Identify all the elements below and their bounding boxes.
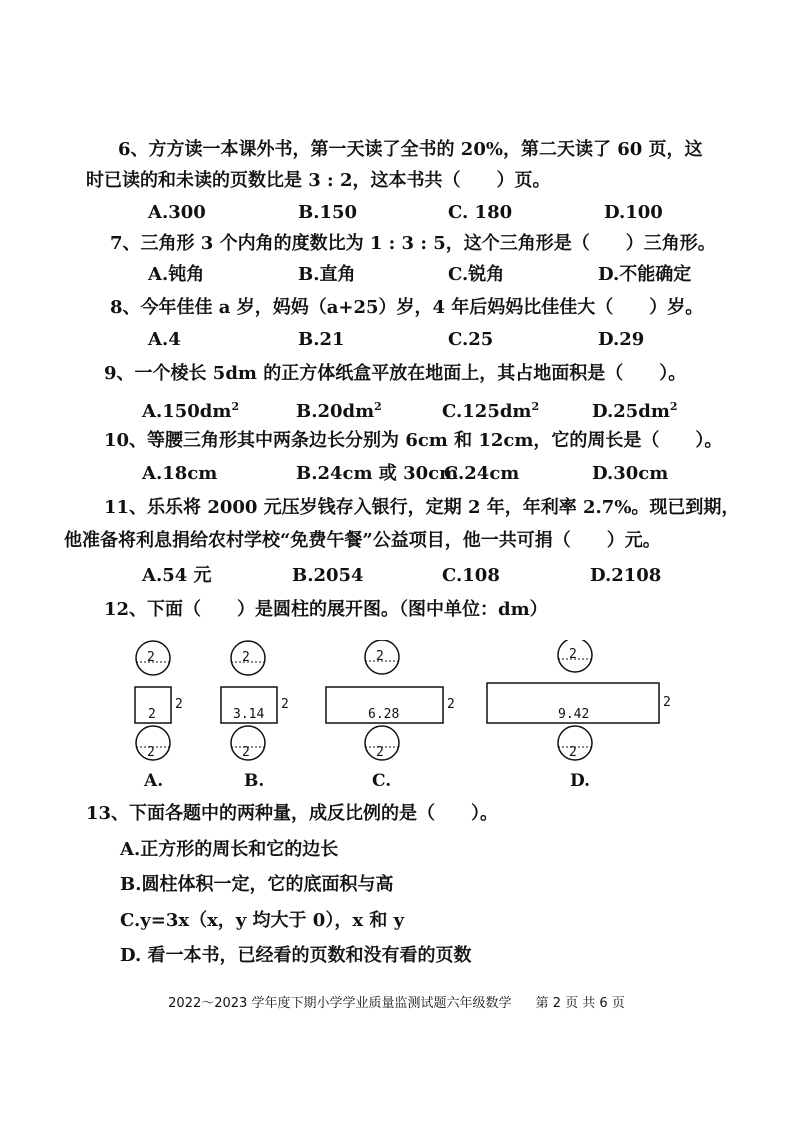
q9-option-c-sup: 2 xyxy=(531,400,540,413)
q11-option-c[interactable]: C.108 xyxy=(442,565,500,586)
q13-option-c[interactable]: C.y=3x（x，y 均大于 0），x 和 y xyxy=(120,910,405,931)
q13-option-b[interactable]: B.圆柱体积一定，它的底面积与高 xyxy=(120,874,394,895)
q6-option-a[interactable]: A.300 xyxy=(148,202,206,223)
net-choice-b[interactable] xyxy=(221,641,289,790)
net-a-label: A. xyxy=(144,771,164,790)
net-a-rect-height-label: 2 xyxy=(175,697,183,712)
q8-line-1: 8、今年佳佳 a 岁，妈妈（a+25）岁，4 年后妈妈比佳佳大（ ）岁。 xyxy=(110,297,704,318)
net-a-bottom-circle-label: 2 xyxy=(147,745,155,760)
q10-option-c[interactable]: C.24cm xyxy=(444,463,520,484)
net-c-rect-width-label: 6.28 xyxy=(368,707,400,722)
q6-line-2: 时已读的和未读的页数比是 3 : 2，这本书共（ ）页。 xyxy=(86,170,551,191)
page-footer xyxy=(0,992,793,1011)
net-b-bottom-circle-label: 2 xyxy=(242,745,250,760)
net-c-rect-height-label: 2 xyxy=(447,697,455,712)
net-d-label: D. xyxy=(570,771,591,790)
net-choice-d[interactable] xyxy=(487,640,671,790)
q9-option-d-sup: 2 xyxy=(669,400,678,413)
q10-option-d[interactable]: D.30cm xyxy=(592,463,669,484)
q9-option-c[interactable] xyxy=(442,394,539,425)
q9-option-a-sup: 2 xyxy=(231,400,240,413)
net-d-bottom-circle-label: 2 xyxy=(569,745,577,760)
net-c-top-circle-label: 2 xyxy=(376,649,384,664)
net-c-label: C. xyxy=(372,771,392,790)
q10-line-1: 10、等腰三角形其中两条边长分别为 6cm 和 12cm，它的周长是（ ）。 xyxy=(104,430,723,451)
footer-page-number: 第 2 页 共 6 页 xyxy=(535,996,625,1011)
net-b-rect-height-label: 2 xyxy=(281,697,289,712)
q8-option-c[interactable]: C.25 xyxy=(448,329,494,350)
net-d-top-circle-label: 2 xyxy=(569,647,577,662)
q11-line-1: 11、乐乐将 2000 元压岁钱存入银行，定期 2 年，年利率 2.7%。现已到期， xyxy=(104,497,740,518)
q10-option-a[interactable]: A.18cm xyxy=(142,463,218,484)
net-a-rect-width-label: 2 xyxy=(148,707,156,722)
q8-option-d[interactable]: D.29 xyxy=(598,329,645,350)
q9-option-d[interactable] xyxy=(592,394,678,425)
net-b-top-circle-label: 2 xyxy=(242,650,250,665)
q9-option-c-text: C.125dm xyxy=(442,401,532,422)
q8-option-a[interactable]: A.4 xyxy=(148,329,181,350)
q6-option-c[interactable]: C. 180 xyxy=(448,202,513,223)
q7-option-d[interactable]: D.不能确定 xyxy=(598,264,692,285)
q9-option-a-text: A.150dm xyxy=(142,401,232,422)
q12-line-1: 12、下面（ ）是圆柱的展开图。（图中单位：dm） xyxy=(104,599,548,620)
q11-line-2: 他准备将利息捐给农村学校“免费午餐”公益项目，他一共可捐（ ）元。 xyxy=(64,530,661,551)
net-choice-a[interactable] xyxy=(135,641,183,790)
q7-option-b[interactable]: B.直角 xyxy=(298,264,356,285)
q9-option-b-text: B.20dm xyxy=(296,401,375,422)
q7-line-1: 7、三角形 3 个内角的度数比为 1 : 3 : 5，这个三角形是（ ）三角形。 xyxy=(110,233,716,254)
q7-option-c[interactable]: C.锐角 xyxy=(448,264,505,285)
net-d-rect-width-label: 9.42 xyxy=(558,707,590,722)
net-a-top-circle-label: 2 xyxy=(147,650,155,665)
q9-option-b-sup: 2 xyxy=(374,400,382,413)
q6-option-b[interactable]: B.150 xyxy=(298,202,358,223)
net-b-rect-width-label: 3.14 xyxy=(233,707,265,722)
q13-line-1: 13、下面各题中的两种量，成反比例的是（ ）。 xyxy=(86,803,499,824)
q6-line-1: 6、方方读一本课外书，第一天读了全书的 20%，第二天读了 60 页，这 xyxy=(118,139,703,160)
net-choice-c[interactable] xyxy=(326,640,455,790)
q10-option-b[interactable]: B.24cm 或 30cm xyxy=(296,463,459,484)
q13-option-a[interactable]: A.正方形的周长和它的边长 xyxy=(120,839,339,860)
q9-option-b[interactable] xyxy=(296,394,382,425)
footer-title: 2022～2023 学年度下期小学学业质量监测试题六年级数学 xyxy=(168,996,512,1011)
q11-option-a[interactable]: A.54 元 xyxy=(142,565,212,586)
q11-option-b[interactable]: B.2054 xyxy=(292,565,364,586)
q9-option-a[interactable] xyxy=(142,394,239,425)
cylinder-net-figure xyxy=(120,640,700,790)
net-c-bottom-circle-label: 2 xyxy=(376,745,384,760)
q11-option-d[interactable]: D.2108 xyxy=(590,565,662,586)
q13-option-d[interactable]: D. 看一本书，已经看的页数和没有看的页数 xyxy=(120,945,472,966)
q9-option-d-text: D.25dm xyxy=(592,401,670,422)
q9-line-1: 9、一个棱长 5dm 的正方体纸盒平放在地面上，其占地面积是（ ）。 xyxy=(104,363,687,384)
net-d-rect-height-label: 2 xyxy=(663,695,671,710)
net-b-label: B. xyxy=(244,771,265,790)
q8-option-b[interactable]: B.21 xyxy=(298,329,345,350)
q7-option-a[interactable]: A.钝角 xyxy=(148,264,205,285)
q6-option-d[interactable]: D.100 xyxy=(604,202,663,223)
